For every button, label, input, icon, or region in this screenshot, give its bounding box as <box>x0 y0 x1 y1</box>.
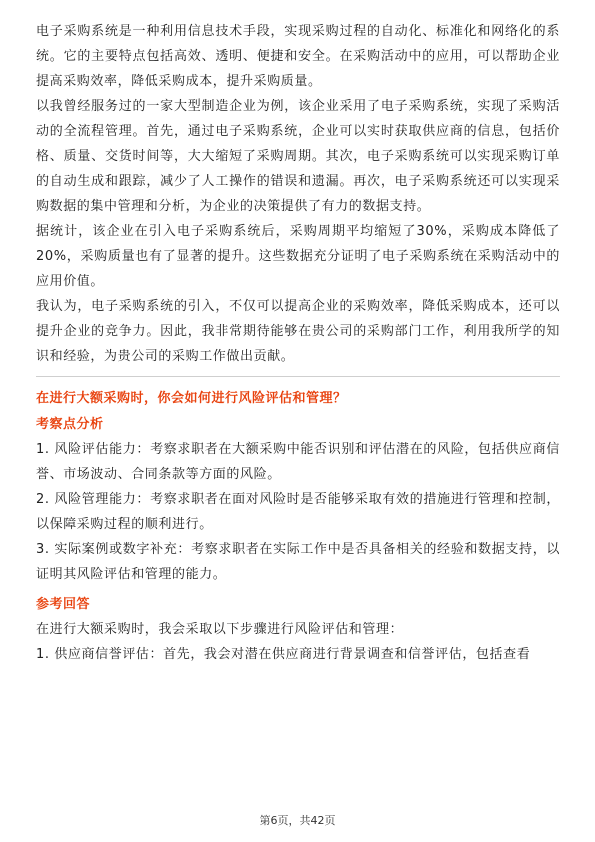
analysis-item-1: 1. 风险评估能力：考察求职者在大额采购中能否识别和评估潜在的风险，包括供应商信誉、市场波动、合同条款等方面的风险。 <box>36 442 560 482</box>
answer-paragraph-2: 1. 供应商信誉评估：首先，我会对潜在供应商进行背景调查和信誉评估，包括查看 <box>36 647 531 662</box>
answer-paragraph-1: 在进行大额采购时，我会采取以下步骤进行风险评估和管理： <box>36 622 404 637</box>
page-number-footer: 第6页，共42页 <box>259 814 336 827</box>
analysis-item-3: 3. 实际案例或数字补充：考察求职者在实际工作中是否具备相关的经验和数据支持，以证明其风险评估和管理的能力。 <box>36 542 560 582</box>
section-divider <box>36 376 560 377</box>
analysis-item-2: 2. 风险管理能力：考察求职者在面对风险时是否能够采取有效的措施进行管理和控制，以保障采购过程的顺利进行。 <box>36 492 560 532</box>
document-page <box>36 19 560 667</box>
analysis-heading: 考察点分析 <box>36 417 104 432</box>
intro-paragraph-1: 电子采购系统是一种利用信息技术手段，实现采购过程的自动化、标准化和网络化的系统。它的主要特点包括高效、透明、便捷和安全。在采购活动中的应用，可以帮助企业提高采购效率，降低采购成本，提升采购质量。 <box>36 24 560 89</box>
intro-paragraph-3: 据统计，该企业在引入电子采购系统后，采购周期平均缩短了30%，采购成本降低了20%，采购质量也有了显著的提升。这些数据充分证明了电子采购系统在采购活动中的应用价值。 <box>36 224 560 289</box>
intro-paragraph-2: 以我曾经服务过的一家大型制造企业为例，该企业采用了电子采购系统，实现了采购活动的全流程管理。首先，通过电子采购系统，企业可以实时获取供应商的信息，包括价格、质量、交货时间等，大大缩短了采购周期。其次，电子采购系统可以实现采购订单的自动生成和跟踪，减少了人工操作的错误和遗漏。再次，电子采购系统还可以实现采购数据的集中管理和分析，为企业的决策提供了有力的数据支持。 <box>36 99 560 214</box>
intro-paragraph-4: 我认为，电子采购系统的引入，不仅可以提高企业的采购效率，降低采购成本，还可以提升企业的竞争力。因此，我非常期待能够在贵公司的采购部门工作，利用我所学的知识和经验，为贵公司的采购工作做出贡献。 <box>36 299 560 364</box>
question-heading: 在进行大额采购时，你会如何进行风险评估和管理？ <box>36 391 347 406</box>
answer-heading: 参考回答 <box>36 597 91 612</box>
